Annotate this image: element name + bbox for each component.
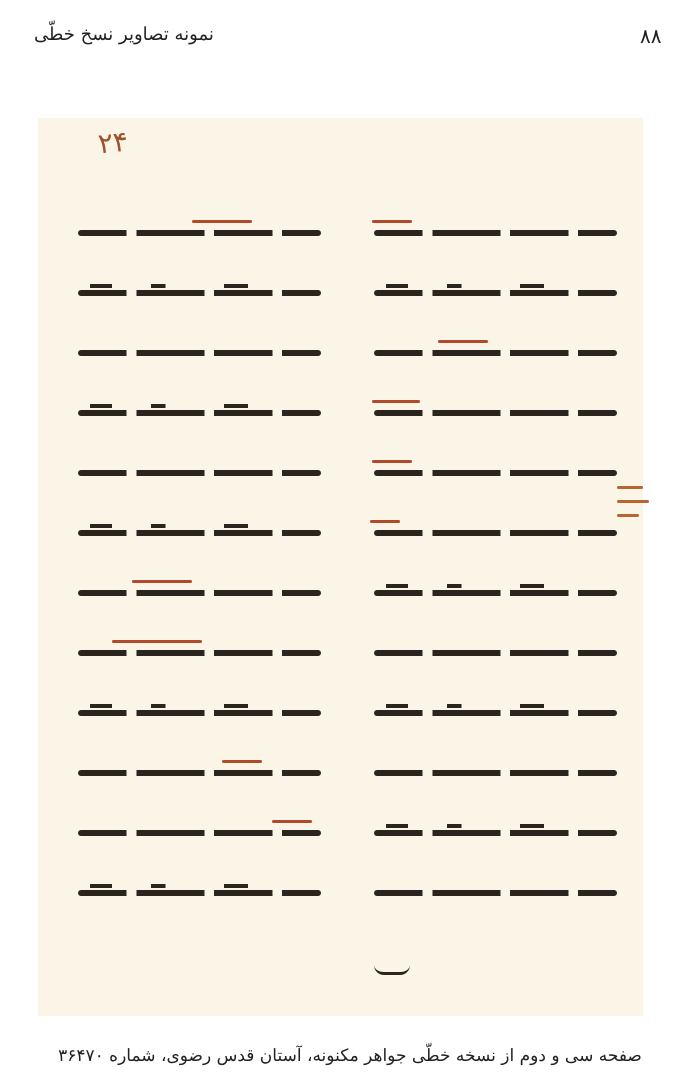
manuscript-left-column — [72, 208, 327, 928]
manuscript-right-column — [368, 208, 623, 928]
manuscript-line — [368, 568, 623, 628]
manuscript-line — [72, 688, 327, 748]
manuscript-line — [368, 748, 623, 808]
manuscript-image — [38, 118, 643, 1016]
manuscript-line — [72, 808, 327, 868]
manuscript-line — [368, 808, 623, 868]
figure-caption: صفحه سی و دوم از نسخه خطّی جواهر مکنونه، آستان قدس رضوی، شماره ۳۶۴۷۰ — [58, 1046, 642, 1066]
manuscript-line — [368, 508, 623, 568]
manuscript-line — [368, 328, 623, 388]
page-header — [0, 0, 700, 70]
manuscript-line — [72, 388, 327, 448]
manuscript-line — [368, 628, 623, 688]
manuscript-line — [72, 328, 327, 388]
manuscript-line — [72, 268, 327, 328]
book-title: نمونه تصاویر نسخ خطّی — [34, 24, 214, 45]
catchword — [374, 958, 410, 975]
manuscript-line — [368, 448, 623, 508]
manuscript-line — [72, 508, 327, 568]
manuscript-line — [368, 868, 623, 928]
manuscript-line — [368, 688, 623, 748]
manuscript-line — [72, 868, 327, 928]
margin-note — [613, 480, 653, 528]
manuscript-line — [368, 268, 623, 328]
manuscript-line — [72, 208, 327, 268]
manuscript-line — [72, 748, 327, 808]
manuscript-line — [368, 388, 623, 448]
manuscript-line — [72, 448, 327, 508]
manuscript-line — [72, 628, 327, 688]
page-number: ۸۸ — [640, 24, 662, 48]
folio-number: ۲۴ — [96, 124, 130, 161]
manuscript-line — [368, 208, 623, 268]
manuscript-line — [72, 568, 327, 628]
